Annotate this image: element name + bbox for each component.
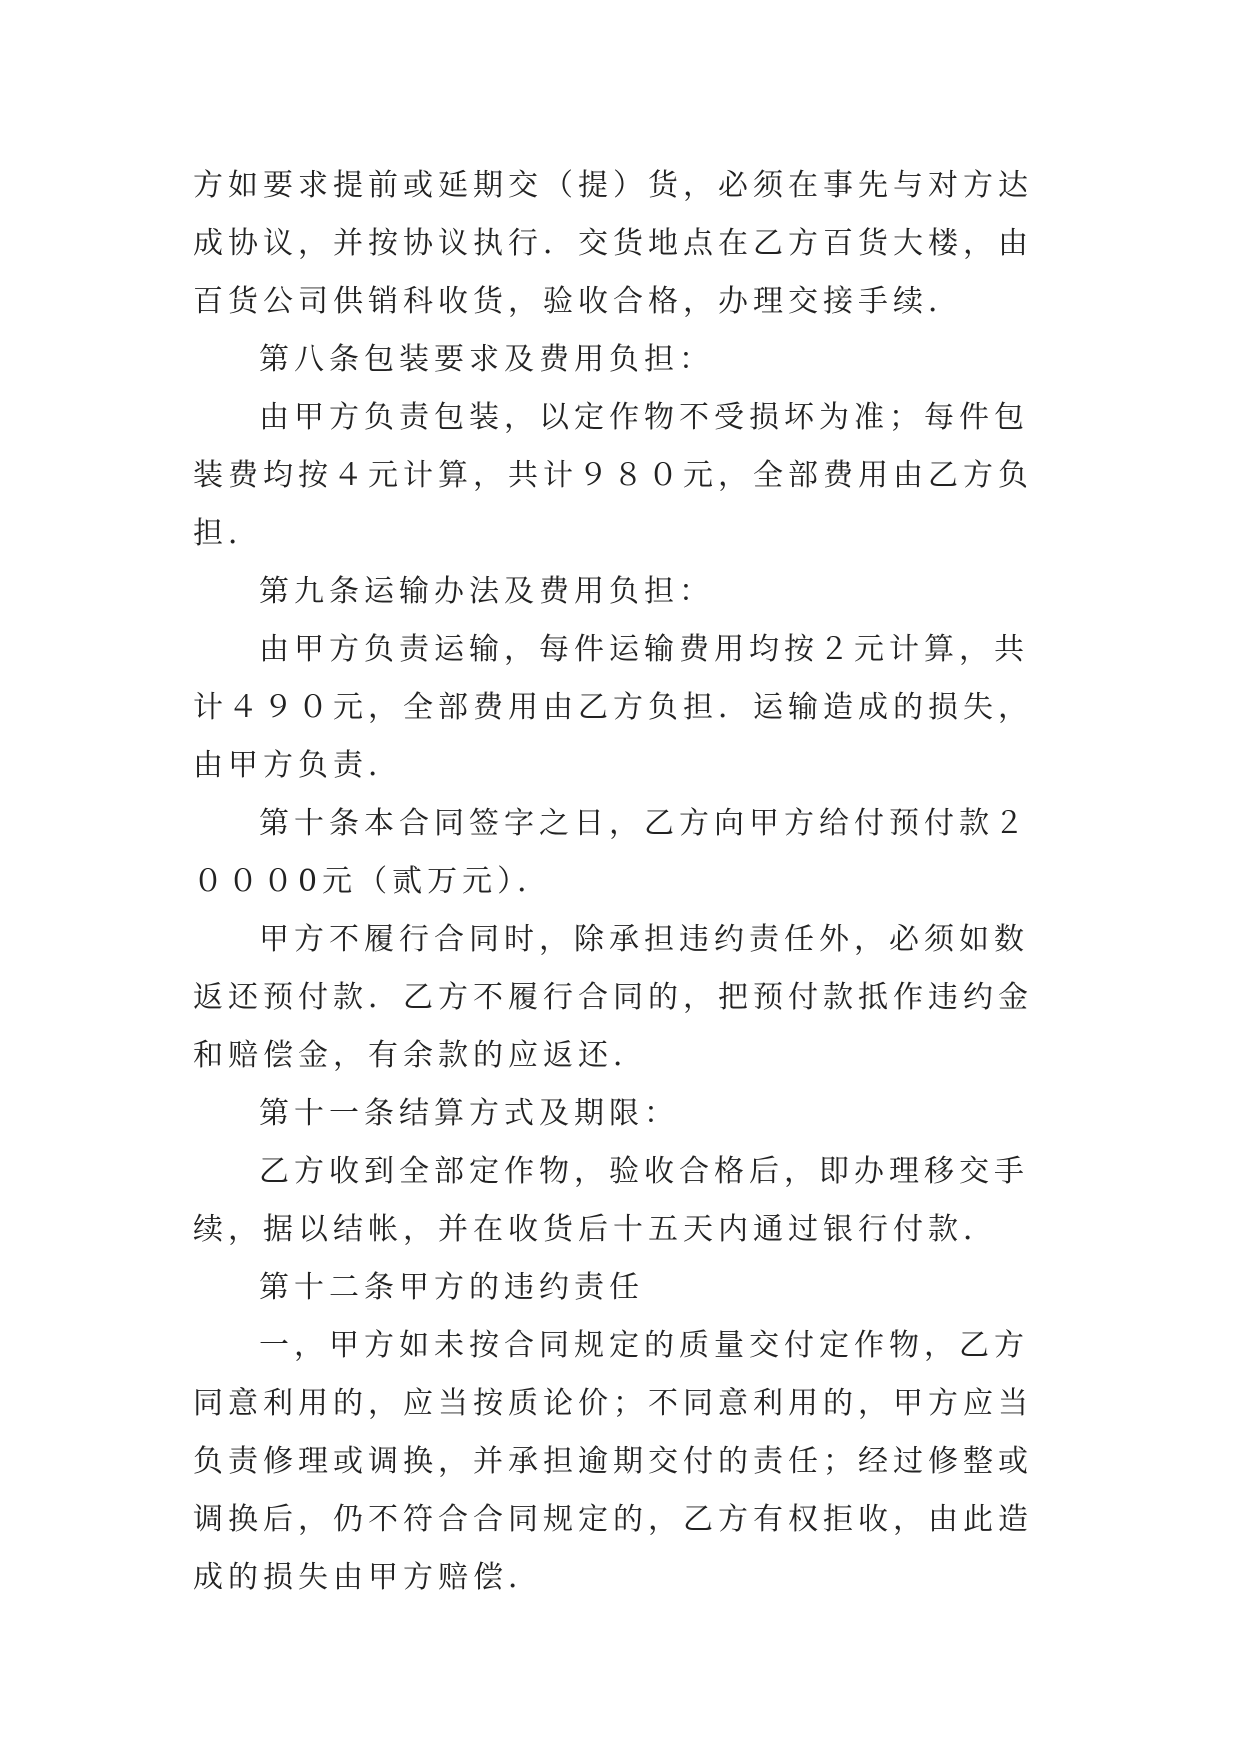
document-page [193,157,1053,1607]
paragraph-settlement: 乙方收到全部定作物，验收合格后，即办理移交手续，据以结帐，并在收货后十五天内通过银行付款． [193,1154,1029,1247]
heading-article-12: 第十二条甲方的违约责任 [259,1270,644,1305]
paragraph-delivery-continued: 方如要求提前或延期交（提）货，必须在事先与对方达成协议，并按协议执行．交货地点在乙方百货大楼，由百货公司供销科收货，验收合格，办理交接手续． [193,168,1033,319]
paragraph-liability-1: 一，甲方如未按合同规定的质量交付定作物，乙方同意利用的，应当按质论价；不同意利用的，甲方应当负责修理或调换，并承担逾期交付的责任；经过修整或调换后，仍不符合合同规定的，乙方有权拒收，由此造成的损失由甲方赔偿． [193,1328,1033,1595]
paragraph-packaging: 由甲方负责包装，以定作物不受损坏为准；每件包装费均按４元计算，共计９８０元，全部费用由乙方负担． [193,400,1033,551]
paragraph-prepayment: 甲方不履行合同时，除承担违约责任外，必须如数返还预付款．乙方不履行合同的，把预付款抵作违约金和赔偿金，有余款的应返还． [193,922,1033,1073]
heading-article-9: 第九条运输办法及费用负担： [259,574,714,609]
heading-article-8: 第八条包装要求及费用负担： [259,342,714,377]
paragraph-article-10: 第十条本合同签字之日，乙方向甲方给付预付款２０００0元（贰万元）． [193,806,1029,899]
heading-article-11: 第十一条结算方式及期限： [259,1096,679,1131]
paragraph-transport: 由甲方负责运输，每件运输费用均按２元计算，共计４９０元，全部费用由乙方负担．运输造成的损失，由甲方负责． [193,632,1033,783]
